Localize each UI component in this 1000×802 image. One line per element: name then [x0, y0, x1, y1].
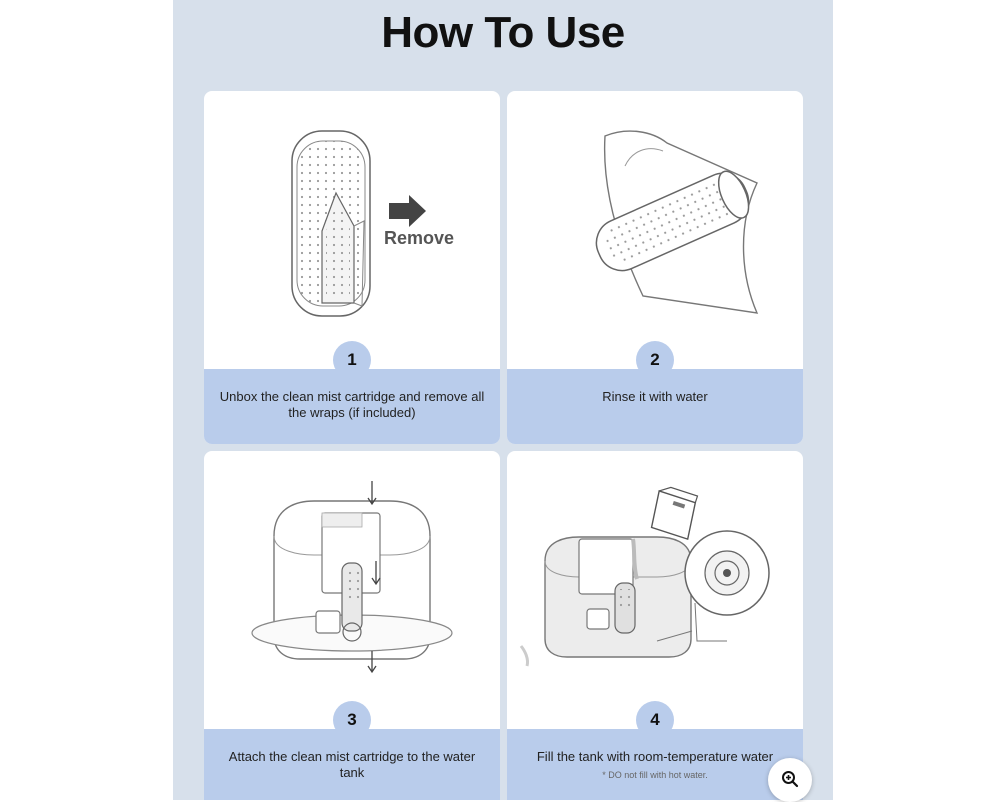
page-title: How To Use [381, 8, 625, 57]
step-text-4-main: Fill the tank with room-temperature water [536, 749, 774, 764]
zoom-button[interactable] [768, 758, 812, 802]
zoom-in-icon [781, 770, 799, 788]
step-caption-4 [507, 729, 803, 800]
rinse-water-illustration [507, 91, 803, 351]
step-card-1 [204, 91, 500, 444]
step-note-4: * DO not fill with hot water. [602, 770, 708, 780]
step-text-4 [521, 749, 789, 783]
attach-cartridge-illustration [204, 451, 500, 711]
step-caption-1 [204, 369, 500, 444]
step-card-4 [507, 451, 803, 800]
cartridge-unwrap-illustration [204, 91, 500, 351]
step-text-3: Attach the clean mist cartridge to the water tank [228, 749, 476, 780]
step-caption-3 [204, 729, 500, 800]
step-card-2 [507, 91, 803, 444]
fill-tank-illustration [507, 451, 803, 711]
step-number-4: 4 [636, 701, 674, 739]
step-card-3 [204, 451, 500, 800]
step-number-3: 3 [333, 701, 371, 739]
step-number-2: 2 [636, 341, 674, 379]
step-number-1: 1 [333, 341, 371, 379]
step-text-1: Unbox the clean mist cartridge and remove all the wraps (if included) [219, 389, 485, 420]
step-caption-2 [507, 369, 803, 444]
how-to-use-panel [173, 0, 833, 800]
step-text-2: Rinse it with water [602, 389, 708, 404]
remove-label: Remove [384, 228, 455, 248]
